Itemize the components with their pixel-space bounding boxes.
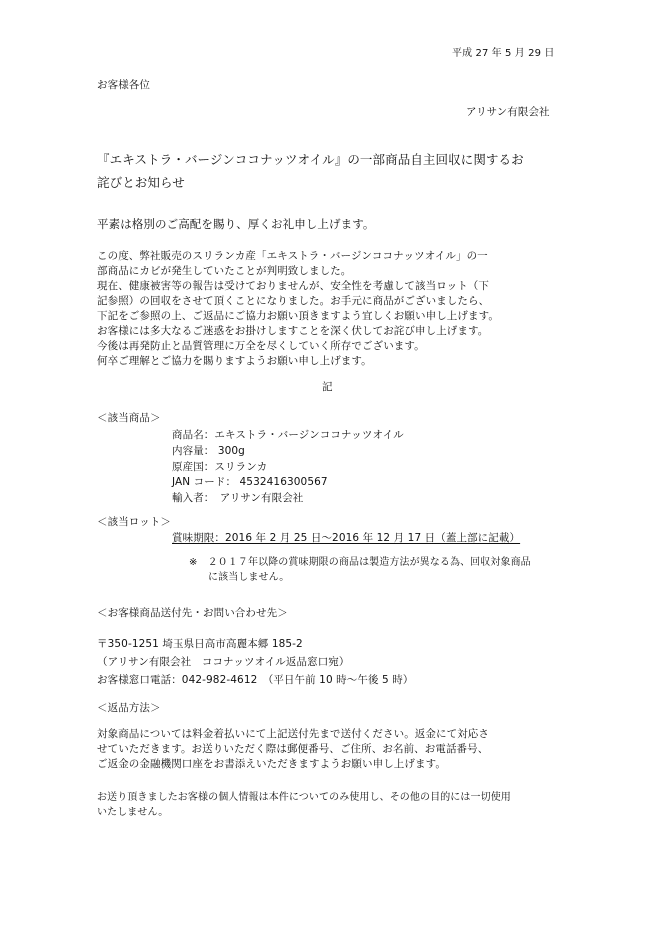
ki-marker: 記 xyxy=(322,381,333,393)
recipient: お客様各位 xyxy=(97,79,150,91)
contact-attention: （アリサン有限会社 ココナッツオイル返品窓口宛） xyxy=(97,656,350,668)
notice-date: 平成 27 年 5 月 29 日 xyxy=(452,48,555,59)
contact-phone: お客様窓口電話：042-982-4612 （平日午前 10 時～午後 5 時） xyxy=(97,674,414,686)
body-line: この度、弊社販売のスリランカ産「エキストラ・バージンココナッツオイル」の一 xyxy=(97,250,488,262)
body-line: 何卒ご理解とご協力を賜りますようお願い申し上げます。 xyxy=(97,355,372,367)
body-line: 今後は再発防止と品質管理に万全を尽くしていく所存でございます。 xyxy=(97,340,425,352)
product-name: 商品名：エキストラ・バージンココナッツオイル xyxy=(172,429,404,441)
body-line: 現在、健康被害等の報告は受けておりませんが、安全性を考慮して該当ロット（下 xyxy=(97,280,489,292)
body-line: お客様には多大なるご迷惑をお掛けしますことを深く伏してお詫び申し上げます。 xyxy=(97,325,489,337)
lot-note-line-1: ※ ２０１７年以降の賞味期限の商品は製造方法が異なる為、回収対象商品 xyxy=(189,557,531,568)
contact-heading: ＜お客様商品送付先・お問い合わせ先＞ xyxy=(97,607,288,619)
lot-note-line-2: に該当しません。 xyxy=(208,572,290,583)
return-line: せていただきます。お送りいただく際は郵便番号、ご住所、お名前、お電話番号、 xyxy=(97,743,489,755)
product-importer: 輸入者： アリサン有限会社 xyxy=(172,492,304,504)
return-line: ご返金の金融機関口座をお書添えいただきますようお願い申し上げます。 xyxy=(97,758,446,770)
body-line: 部商品にカビが発生していたことが判明致しました。 xyxy=(97,265,352,277)
contact-address: 〒350-1251 埼玉県日高市高麗本郷 185-2 xyxy=(97,638,303,650)
privacy-line: お送り頂きましたお客様の個人情報は本件についてのみ使用し、その他の目的には一切使用 xyxy=(97,792,511,803)
product-volume: 内容量： 300g xyxy=(172,445,245,457)
product-origin: 原産国：スリランカ xyxy=(172,461,268,473)
greeting: 平素は格別のご高配を賜り、厚くお礼申し上げます。 xyxy=(97,217,375,231)
product-jan: JAN コード： 4532416300567 xyxy=(172,476,328,488)
body-line: 記参照）の回収をさせて頂くことになりました。お手元に商品がございましたら、 xyxy=(97,295,490,307)
lot-heading: ＜該当ロット＞ xyxy=(97,516,171,528)
privacy-line: いたしません。 xyxy=(97,807,169,818)
product-heading: ＜該当商品＞ xyxy=(97,412,161,424)
return-heading: ＜返品方法＞ xyxy=(97,702,161,714)
title-line-2: 詫びとお知らせ xyxy=(97,175,185,190)
return-line: 対象商品については料金着払いにて上記送付先まで送付ください。返金にて対応さ xyxy=(97,728,489,740)
title-line-1: 『エキストラ・バージンココナッツオイル』の一部商品自主回収に関するお xyxy=(97,152,524,167)
company-name: アリサン有限会社 xyxy=(466,106,550,118)
lot-expiry: 賞味期限：2016 年 2 月 25 日～2016 年 12 月 17 日（蓋上部に記載） xyxy=(172,532,521,544)
body-line: 下記をご参照の上、ご返品にご協力お願い頂きますよう宜しくお願い申し上げます。 xyxy=(97,310,499,322)
